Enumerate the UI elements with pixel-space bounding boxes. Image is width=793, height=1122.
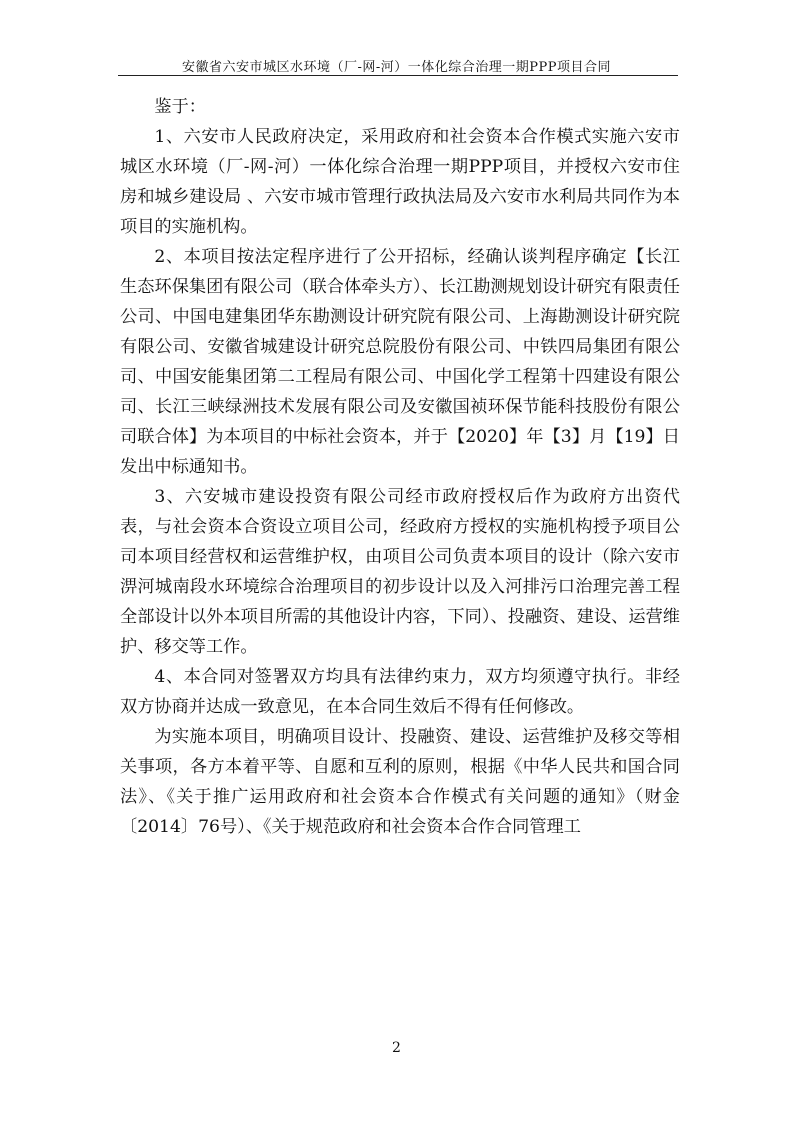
header-divider xyxy=(118,75,678,76)
page-number: 2 xyxy=(392,1040,401,1056)
clause-4-paragraph: 4、本合同对签署双方均具有法律约束力，双方均须遵守执行。非经双方协商并达成一致意见，在本合同生效后不得有任何修改。 xyxy=(120,667,680,717)
page-header: 安徽省六安市城区水环境（厂-网-河）一体化综合治理一期PPP项目合同 xyxy=(181,60,612,75)
document-body xyxy=(120,92,680,842)
clause-2-paragraph: 2、本项目按法定程序进行了公开招标，经确认谈判程序确定【长江生态环保集团有限公司（联合体牵头方）、长江勘测规划设计研究有限责任公司、中国电建集团华东勘测设计研究院有限公司、上海勘测设计研究院有限公司、安徽省城建设计研究总院股份有限公司、中铁四局集团有限公司、中国安能集团第二工程局有限公司、中国化学工程第十四建设有限公司、长江三峡绿洲技术发展有限公司及安徽国祯环保节能科技股份有限公司联合体】为本项目的中标社会资本，并于【2020】年【3】月【19】日发出中标通知书。 xyxy=(120,247,680,477)
clause-1-paragraph: 1、六安市人民政府决定，采用政府和社会资本合作模式实施六安市城区水环境（厂-网-河）一体化综合治理一期PPP项目，并授权六安市住房和城乡建设局 、六安市城市管理行政执法局及六安市水利局共同作为本项目的实施机构。 xyxy=(120,127,680,237)
clause-3-paragraph: 3、六安城市建设投资有限公司经市政府授权后作为政府方出资代表，与社会资本合资设立项目公司，经政府方授权的实施机构授予项目公司本项目经营权和运营维护权，由项目公司负责本项目的设计（除六安市淠河城南段水环境综合治理项目的初步设计以及入河排污口治理完善工程全部设计以外本项目所需的其他设计内容，下同）、投融资、建设、运营维护、移交等工作。 xyxy=(120,487,680,657)
purpose-paragraph: 为实施本项目，明确项目设计、投融资、建设、运营维护及移交等相关事项，各方本着平等、自愿和互利的原则，根据《中华人民共和国合同法》、《关于推广运用政府和社会资本合作模式有关问题的通知》（财金〔2014〕76号）、《关于规范政府和社会资本合作合同管理工 xyxy=(120,727,680,837)
intro-paragraph: 鉴于： xyxy=(154,97,206,117)
